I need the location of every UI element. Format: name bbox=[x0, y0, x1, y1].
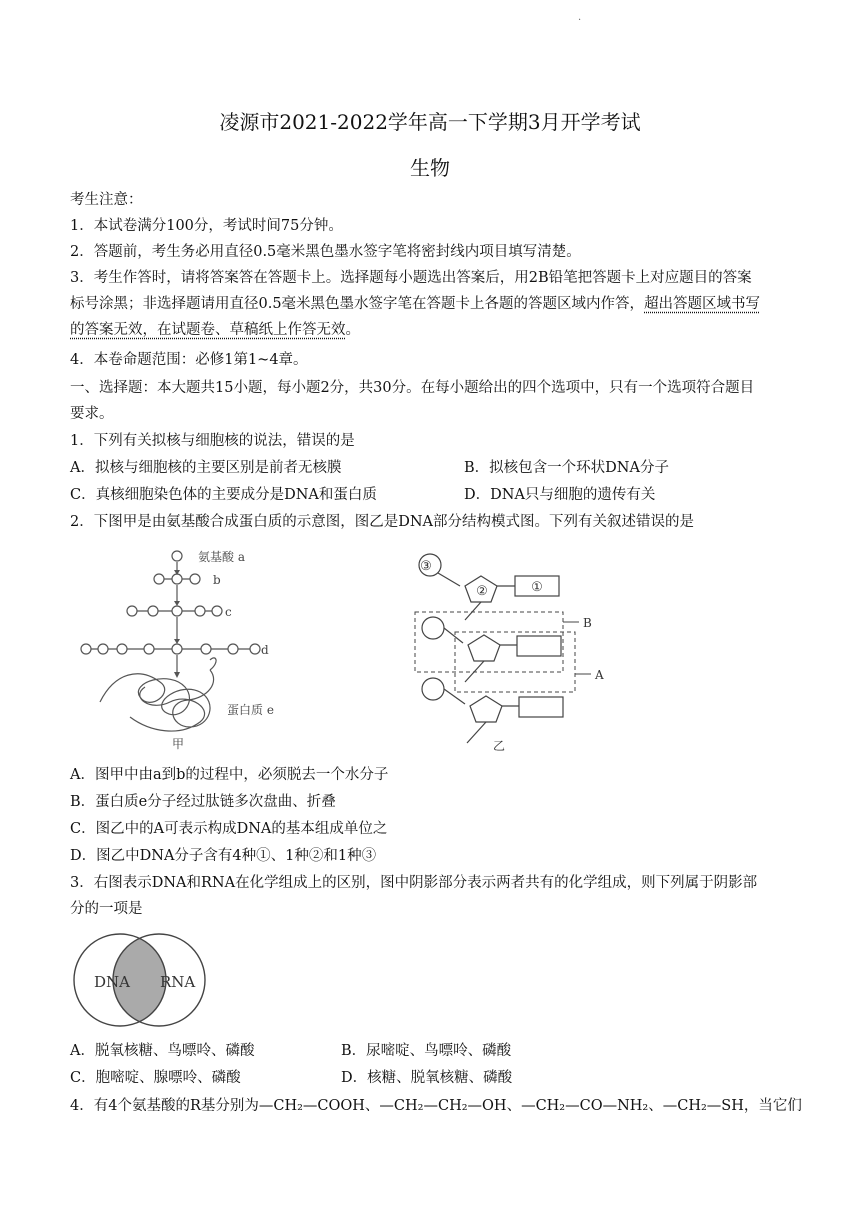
q4-stem: 4．有4个氨基酸的R基分别为—CH₂—COOH、—CH₂—CH₂—OH、—CH₂—CO—NH₂、—CH₂—SH，当它们 bbox=[70, 1098, 802, 1114]
subject-title: 生物 bbox=[410, 156, 450, 180]
q2-option-d: D．图乙中DNA分子含有4种①、1种②和1种③ bbox=[70, 848, 377, 864]
notice-item-3-end bbox=[70, 320, 360, 340]
dashed-box-b bbox=[415, 612, 563, 672]
notice-item-3-text: 标号涂黑；非选择题请用直径0.5毫米黑色墨水签字笔在答题卡上各题的答题区域内作答， bbox=[70, 296, 645, 312]
q3-stem-line1: 3．右图表示DNA和RNA在化学组成上的区别，图中阴影部分表示两者共有的化学组成，则下列属于阴影部 bbox=[70, 875, 758, 891]
sugar-pentagon bbox=[468, 635, 500, 661]
q3-stem-line2: 分的一项是 bbox=[70, 901, 143, 917]
label-b: b bbox=[213, 573, 221, 587]
q1-stem: 1．下列有关拟核与细胞核的说法，错误的是 bbox=[70, 433, 355, 449]
q1-option-b: B．拟核包含一个环状DNA分子 bbox=[464, 460, 669, 476]
notice-item-4: 4．本卷命题范围：必修1第1~4章。 bbox=[70, 352, 308, 368]
label-1: ① bbox=[531, 580, 543, 595]
phosphate-circle bbox=[422, 678, 444, 700]
q3-option-a: A．脱氧核糖、鸟嘌呤、磷酸 bbox=[70, 1043, 255, 1059]
label-a: 氨基酸 a bbox=[198, 550, 245, 564]
label-B: B bbox=[583, 616, 592, 630]
label-d: d bbox=[261, 643, 269, 657]
q2-option-c: C．图乙中的A可表示构成DNA的基本组成单位之 bbox=[70, 821, 388, 837]
venn-diagram bbox=[70, 930, 210, 1030]
label-3: ③ bbox=[420, 559, 432, 574]
amino-acid-node bbox=[172, 551, 182, 561]
venn-label-rna: RNA bbox=[160, 973, 196, 991]
notice-emphasis-1: 超出答题区域书写 bbox=[644, 296, 761, 312]
page-title: 凌源市2021-2022学年高一下学期3月开学考试 bbox=[219, 110, 641, 134]
figure-yi bbox=[405, 548, 630, 758]
notice-item-3: 3．考生作答时，请将答案答在答题卡上。选择题每小题选出答案后，用2B铅笔把答题卡上对应题目的答案 bbox=[70, 270, 752, 286]
q3-option-b: B．尿嘧啶、鸟嘌呤、磷酸 bbox=[341, 1043, 512, 1059]
notice-emphasis-2: 的答案无效，在试题卷、草稿纸上作答无效 bbox=[70, 322, 346, 338]
label-e: 蛋白质 e bbox=[227, 703, 274, 717]
section1-line2: 要求。 bbox=[70, 406, 114, 422]
caption-yi: 乙 bbox=[493, 739, 506, 753]
label-2: ② bbox=[476, 584, 488, 599]
dashed-box-a bbox=[455, 632, 575, 692]
q1-option-d: D．DNA只与细胞的遗传有关 bbox=[464, 487, 656, 503]
q2-option-b: B．蛋白质e分子经过肽链多次盘曲、折叠 bbox=[70, 794, 336, 810]
header-mark: . bbox=[578, 12, 582, 23]
q2-option-a: A．图甲中由a到b的过程中，必须脱去一个水分子 bbox=[70, 767, 389, 783]
notice-item-3-cont bbox=[70, 294, 760, 314]
notice-item-2: 2．答题前，考生务必用直径0.5毫米黑色墨水签字笔将密封线内项目填写清楚。 bbox=[70, 244, 581, 260]
q1-option-c: C．真核细胞染色体的主要成分是DNA和蛋白质 bbox=[70, 487, 377, 503]
notice-period: 。 bbox=[345, 322, 360, 338]
q3-option-d: D．核糖、脱氧核糖、磷酸 bbox=[341, 1070, 513, 1086]
q1-option-a: A．拟核与细胞核的主要区别是前者无核膜 bbox=[70, 460, 342, 476]
label-c: c bbox=[225, 605, 232, 619]
section1-line1: 一、选择题：本大题共15小题，每小题2分，共30分。在每小题给出的四个选项中，只有一个选项符合题目 bbox=[70, 380, 755, 396]
venn-label-dna: DNA bbox=[94, 973, 130, 991]
label-A: A bbox=[595, 668, 604, 682]
notice-item-1: 1．本试卷满分100分，考试时间75分钟。 bbox=[70, 218, 343, 234]
caption-jia: 甲 bbox=[172, 737, 185, 751]
q2-stem: 2．下图甲是由氨基酸合成蛋白质的示意图，图乙是DNA部分结构模式图。下列有关叙述错误的是 bbox=[70, 514, 695, 530]
figure-jia bbox=[70, 542, 310, 760]
sugar-pentagon bbox=[470, 696, 502, 722]
notice-heading: 考生注意： bbox=[70, 192, 143, 208]
q3-option-c: C．胞嘧啶、腺嘌呤、磷酸 bbox=[70, 1070, 241, 1086]
phosphate-circle bbox=[422, 617, 444, 639]
